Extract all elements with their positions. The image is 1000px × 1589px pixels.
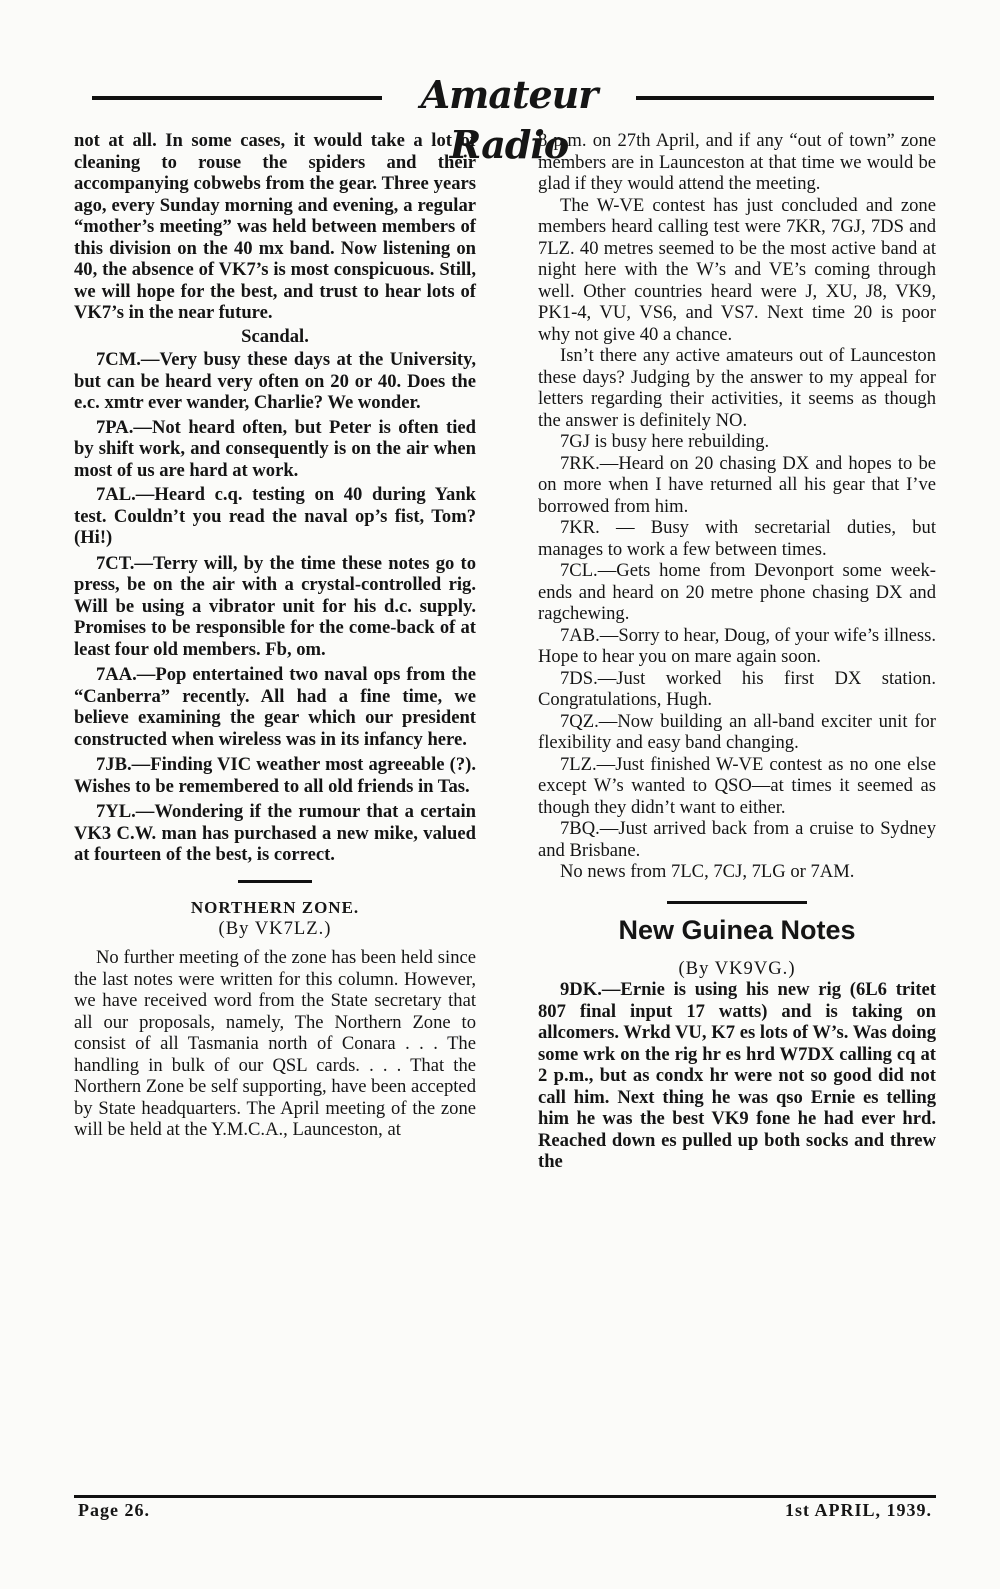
northern-zone-byline: (By VK7LZ.) — [218, 917, 332, 939]
scandal-item-7pa: 7PA.—Not heard often, but Peter is often tied by shift work, and consequently is on the air when most of us are hard at work. — [74, 416, 476, 481]
right-paragraph-5: 7RK.—Heard on 20 chasing DX and hopes to be on more when I have returned all his gear that I’ve borrowed from him. — [538, 452, 936, 517]
northern-zone-heading: NORTHERN ZONE. — [190, 897, 360, 917]
masthead-rule-right — [636, 96, 934, 100]
scandal-item-7cm: 7CM.—Very busy these days at the University, but can be heard very often on 20 or 40. Does the e.c. xmtr ever wander, Charlie? We wonder. — [74, 349, 476, 413]
issue-date: 1st APRIL, 1939. — [784, 1500, 932, 1520]
right-paragraph-8: 7AB.—Sorry to hear, Doug, of your wife’s illness. Hope to hear you on mare again soon. — [538, 624, 936, 667]
right-column — [538, 130, 936, 1173]
right-paragraph-12: 7BQ.—Just arrived back from a cruise to Sydney and Brisbane. — [538, 818, 936, 861]
right-paragraph-6: 7KR. — Busy with secretarial duties, but manages to work a few between times. — [538, 517, 936, 560]
right-paragraph-7: 7CL.—Gets home from Devonport some week-ends and heard on 20 metre phone chasing DX and ragchewing. — [538, 560, 936, 624]
right-paragraph-10: 7QZ.—Now building an all-band exciter unit for flexibility and easy band changing. — [538, 710, 936, 753]
new-guinea-heading: New Guinea Notes — [618, 914, 856, 945]
scandal-item-7yl: 7YL.—Wondering if the rumour that a certain VK3 C.W. man has purchased a new mike, valued at fourteen of the best, is correct. — [74, 801, 476, 865]
right-paragraph-4: 7GJ is busy here rebuilding. — [560, 431, 770, 452]
right-paragraph-11: 7LZ.—Just finished W-VE contest as no one else except W’s wanted to QSO—at times it seemed as though they didn’t want to either. — [538, 753, 936, 818]
footer-rule — [74, 1495, 936, 1498]
scandal-item-7ct: 7CT.—Terry will, by the time these notes go to press, be on the air with a crystal-controlled rig. Will be using a vibrator unit for his d.c. supply. Promises to be responsible for the come-back of at least four old members. Fb, om. — [74, 552, 476, 660]
right-paragraph-9: 7DS.—Just worked his first DX station. Congratulations, Hugh. — [538, 667, 936, 710]
scandal-item-7jb: 7JB.—Finding VIC weather most agreeable (?). Wishes to be remembered to all old friends in Tas. — [74, 754, 476, 797]
new-guinea-paragraph: 9DK.—Ernie is using his new rig (6L6 tritet 807 final input 17 watts) and is taking on allcomers. Wrkd VU, K7 es lots of W’s. Was doing some wrk on the rig hr es hrd W7DX calling cq at 2 p.m., but as condx hr were not so good did not call him. Next thing he was qso Ernie es telling him he was the best VK9 fone he had ever hrd. Reached down es pulled up both socks and threw the — [538, 979, 936, 1172]
masthead-rule-left — [92, 96, 382, 100]
section-divider — [667, 901, 807, 904]
page-number: Page 26. — [78, 1500, 150, 1520]
right-paragraph-1: 8 p.m. on 27th April, and if any “out of town” zone members are in Launceston at that time we would be glad if they would attend the meeting. — [538, 130, 936, 194]
left-column — [74, 130, 476, 1141]
section-divider — [238, 880, 312, 883]
masthead-title: Amateur Radio — [420, 72, 598, 167]
right-paragraph-13: No news from 7LC, 7CJ, 7LG or 7AM. — [560, 861, 855, 882]
right-paragraph-3: Isn’t there any active amateurs out of Launceston these days? Judging by the answer to my appeal for letters regarding their activities, it seems as though the answer is definitely NO. — [538, 345, 936, 431]
scandal-heading: Scandal. — [241, 325, 309, 347]
intro-paragraph: not at all. In some cases, it would take a lot of cleaning to rouse the spiders and their accompanying cobwebs from the gear. Three years ago, every Sunday morning and evening, a regular “mother’s meeting” was held between members of this division on the 40 mx band. Now listening on 40, the absence of VK7’s is most conspicuous. Still, we will hope for the best, and trust to hear lots of VK7’s in the near future. — [74, 130, 476, 323]
northern-zone-paragraph: No further meeting of the zone has been held since the last notes were written for this column. However, we have received word from the State secretary that all our proposals, namely, The Northern Zone to consist of all Tasmania north of Conara . . . The handling in bulk of our QSL cards. . . . That the Northern Zone be self supporting, have been accepted by State headquarters. The April meeting of the zone will be held at the Y.M.C.A., Launceston, at — [74, 947, 476, 1140]
scandal-item-7al: 7AL.—Heard c.q. testing on 40 during Yank test. Couldn’t you read the naval op’s fist, Tom? (Hi!) — [74, 484, 476, 548]
new-guinea-byline: (By VK9VG.) — [678, 957, 796, 979]
right-paragraph-2: The W-VE contest has just concluded and zone members heard calling test were 7KR, 7GJ, 7DS and 7LZ. 40 metres seemed to be the most active band at night here with the W’s and VE’s coming through well. Other countries heard were J, XU, J8, VK9, PK1-4, VU, VS6, and VS7. Next time 20 is poor why not give 40 a chance. — [538, 194, 936, 345]
scandal-item-7aa: 7AA.—Pop entertained two naval ops from the “Canberra” recently. All had a fine time, we believe examining the gear which our president constructed when wireless was in its infancy here. — [74, 664, 476, 750]
